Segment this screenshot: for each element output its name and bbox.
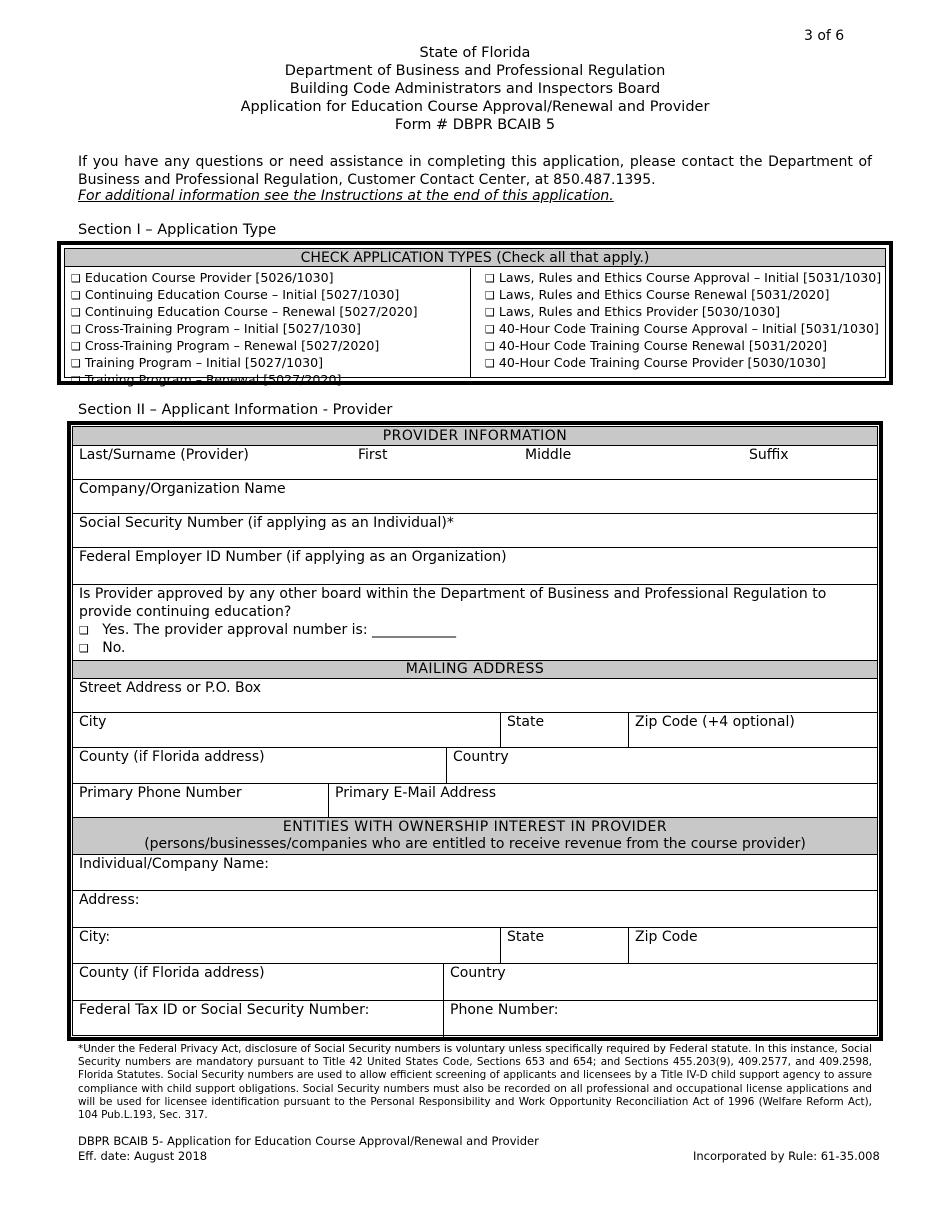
country-field[interactable]: Country	[446, 748, 877, 783]
approval-no-option[interactable]: ❑ No.	[79, 640, 126, 656]
provider-approval-question: Is Provider approved by any other board within the Department of Business and Professional Regulation to provide continuing education?	[79, 586, 827, 620]
checkbox-icon[interactable]: ❑	[79, 624, 89, 637]
provider-name-row[interactable]	[73, 446, 877, 480]
header-department: Department of Business and Professional Regulation	[284, 63, 666, 79]
entities-header-title: ENTITIES WITH OWNERSHIP INTEREST IN PROVIDER	[282, 819, 668, 835]
application-types-left	[65, 268, 471, 387]
application-types-right	[471, 268, 885, 377]
application-type-header: CHECK APPLICATION TYPES (Check all that apply.)	[65, 249, 885, 267]
footer-rule: Incorporated by Rule: 61-35.008	[693, 1149, 880, 1163]
checkbox-icon[interactable]: ❑	[71, 340, 81, 353]
phone-email-row	[73, 784, 877, 818]
checkbox-icon[interactable]: ❑	[485, 340, 495, 353]
entity-phone-field[interactable]: Phone Number:	[443, 1001, 877, 1037]
entity-zip-field[interactable]: Zip Code	[628, 928, 877, 963]
privacy-act-notice: *Under the Federal Privacy Act, disclosure of Social Security numbers is voluntary unless specifically required by Federal statute. In this instance, Social Security numbers are mandatory pursuant to Title 42 United States Code, Sections 653 and 654; and Sections 455.203(9), 409.2577, and 409.2598, Florida Statutes. Social Security numbers are used to allow efficient screening of applicants and licensees by a Title IV-D child support agency to assure compliance with child support obligations. Social Security numbers must also be recorded on all professional and occupational license applications and will be used for licensee identification pursuant to the Personal Responsibility and Work Opportunity Reconciliation Act of 1996 (Welfare Reform Act), 104 Pub.L.193, Sec. 317.	[78, 1043, 872, 1122]
ssn-field[interactable]	[73, 514, 877, 548]
footer-effective-date: Eff. date: August 2018	[78, 1149, 208, 1163]
entity-taxid-field[interactable]: Federal Tax ID or Social Security Number:	[79, 1002, 370, 1018]
checkbox-item[interactable]: ❑ 40-Hour Code Training Course Approval – Initial [5031/1030]	[485, 321, 879, 336]
checkbox-icon[interactable]: ❑	[71, 289, 81, 302]
checkbox-item[interactable]: ❑ Continuing Education Course – Renewal [5027/2020]	[71, 304, 418, 319]
county-field[interactable]: County (if Florida address)	[79, 749, 265, 765]
checkbox-icon[interactable]: ❑	[71, 357, 81, 370]
footer-left	[78, 1134, 539, 1164]
company-name-label: Company/Organization Name	[79, 481, 286, 497]
entity-country-field[interactable]: Country	[443, 964, 877, 1000]
entity-county-field[interactable]: County (if Florida address)	[79, 965, 265, 981]
checkbox-icon[interactable]: ❑	[485, 289, 495, 302]
section1-title: Section I – Application Type	[78, 222, 277, 238]
header-board: Building Code Administrators and Inspectors Board	[289, 81, 661, 97]
applicant-information-box	[67, 421, 883, 1041]
primary-email-field[interactable]: Primary E-Mail Address	[328, 784, 877, 817]
primary-phone-field[interactable]: Primary Phone Number	[79, 785, 242, 801]
fein-label: Federal Employer ID Number (if applying as an Organization)	[79, 549, 507, 565]
city-state-zip-row	[73, 713, 877, 748]
street-address-label: Street Address or P.O. Box	[79, 680, 262, 696]
checkbox-item[interactable]: ❑ Cross-Training Program – Renewal [5027/2020]	[71, 338, 380, 353]
checkbox-item[interactable]: ❑ Training Program – Initial [5027/1030]	[71, 355, 324, 370]
checkbox-item[interactable]: ❑ Laws, Rules and Ethics Course Approval – Initial [5031/1030]	[485, 270, 882, 285]
entity-address-label: Address:	[79, 892, 140, 908]
ssn-label: Social Security Number (if applying as an Individual)*	[79, 515, 454, 531]
suffix-label: Suffix	[749, 447, 789, 463]
checkbox-item[interactable]: ❑ Laws, Rules and Ethics Course Renewal [5031/2020]	[485, 287, 830, 302]
checkbox-icon[interactable]: ❑	[71, 306, 81, 319]
checkbox-item[interactable]: ❑ Education Course Provider [5026/1030]	[71, 270, 334, 285]
entities-header	[73, 818, 877, 855]
entity-city-field[interactable]: City:	[79, 929, 111, 945]
entity-name-label: Individual/Company Name:	[79, 856, 269, 872]
form-header	[0, 44, 950, 134]
entity-taxid-phone-row	[73, 1001, 877, 1037]
fein-field[interactable]	[73, 548, 877, 585]
provider-approval-row	[73, 585, 877, 661]
section2-title: Section II – Applicant Information - Provider	[78, 402, 393, 418]
page-number: 3 of 6	[804, 28, 845, 44]
mailing-address-header: MAILING ADDRESS	[73, 661, 877, 679]
street-address-field[interactable]	[73, 679, 877, 713]
header-application-title: Application for Education Course Approval/Renewal and Provider	[240, 99, 710, 115]
checkbox-icon[interactable]: ❑	[485, 306, 495, 319]
entity-county-country-row	[73, 964, 877, 1001]
entity-city-state-zip-row	[73, 928, 877, 964]
checkbox-icon[interactable]: ❑	[485, 323, 495, 336]
county-country-row	[73, 748, 877, 784]
state-field[interactable]: State	[500, 713, 628, 747]
first-name-label: First	[358, 447, 388, 463]
checkbox-item[interactable]: ❑ 40-Hour Code Training Course Renewal [5031/2020]	[485, 338, 828, 353]
checkbox-icon[interactable]: ❑	[485, 272, 495, 285]
entity-state-field[interactable]: State	[500, 928, 628, 963]
header-form-number: Form # DBPR BCAIB 5	[394, 117, 556, 133]
checkbox-icon[interactable]: ❑	[79, 642, 89, 655]
checkbox-icon[interactable]: ❑	[71, 374, 81, 387]
checkbox-item[interactable]: ❑ Cross-Training Program – Initial [5027/1030]	[71, 321, 361, 336]
checkbox-icon[interactable]: ❑	[71, 323, 81, 336]
checkbox-item[interactable]: ❑ Continuing Education Course – Initial [5027/1030]	[71, 287, 400, 302]
entities-header-subtitle: (persons/businesses/companies who are entitled to receive revenue from the course provider)	[144, 836, 806, 852]
entity-address-field[interactable]	[73, 891, 877, 928]
instructions-note: For additional information see the Instructions at the end of this application.	[78, 188, 614, 204]
application-type-box	[57, 241, 893, 385]
checkbox-icon[interactable]: ❑	[71, 272, 81, 285]
last-name-label: Last/Surname (Provider)	[79, 447, 249, 463]
footer-form-title: DBPR BCAIB 5- Application for Education Course Approval/Renewal and Provider	[78, 1134, 539, 1148]
checkbox-icon[interactable]: ❑	[485, 357, 495, 370]
entity-name-field[interactable]	[73, 855, 877, 891]
provider-information-header: PROVIDER INFORMATION	[73, 427, 877, 446]
checkbox-item[interactable]: ❑ 40-Hour Code Training Course Provider [5030/1030]	[485, 355, 826, 370]
header-state: State of Florida	[419, 45, 531, 61]
checkbox-item[interactable]: ❑ Training Program – Renewal [5027/2020]	[71, 372, 342, 387]
middle-name-label: Middle	[525, 447, 572, 463]
checkbox-item[interactable]: ❑ Laws, Rules and Ethics Provider [5030/1030]	[485, 304, 781, 319]
intro-text: If you have any questions or need assistance in completing this application, please contact the Department of Business and Professional Regulation, Customer Contact Center, at 850.487.1395.	[78, 154, 872, 188]
zip-code-field[interactable]: Zip Code (+4 optional)	[628, 713, 877, 747]
city-field[interactable]: City	[79, 714, 107, 730]
company-name-field[interactable]	[73, 480, 877, 514]
approval-yes-option[interactable]: ❑ Yes. The provider approval number is: ____________	[79, 622, 457, 638]
